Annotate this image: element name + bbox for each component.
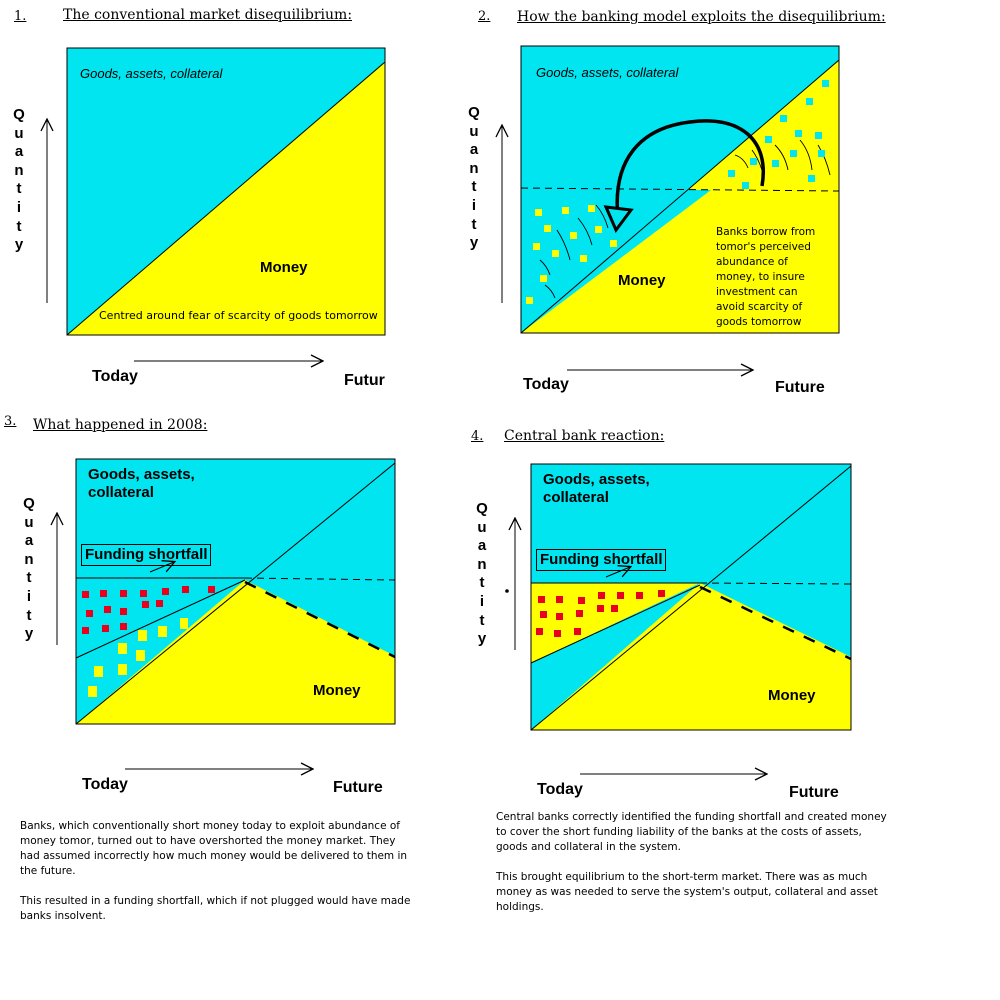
panel-2-cyan-square-12 <box>808 175 815 182</box>
panel-3-money-label: Money <box>313 682 361 699</box>
panel-2-yellow-square-4 <box>544 225 551 232</box>
panel-4-number: 4. <box>471 429 484 444</box>
panel-4-cyan-square-7 <box>570 670 579 681</box>
panel-4-red-square-6 <box>636 592 643 599</box>
panel-2-yellow-square-8 <box>533 243 540 250</box>
panel-2-cyan-square-3 <box>780 115 787 122</box>
panel-2-cyan-square-11 <box>728 170 735 177</box>
panel-2-yellow-square-5 <box>570 232 577 239</box>
panel-2-cyan-square-13 <box>742 182 749 189</box>
panel-2-yellow-square-12 <box>540 275 547 282</box>
panel-2-cyan-square-7 <box>790 150 797 157</box>
panel-2-yellow-square-2 <box>562 207 569 214</box>
panel-4-red-square-2 <box>556 596 563 603</box>
panel-2-cyan-square-2 <box>806 98 813 105</box>
panel-4-red-square-13 <box>536 628 543 635</box>
panel-4-red-square-15 <box>574 628 581 635</box>
panel-4-red-square-4 <box>598 592 605 599</box>
panel-1-number: 1. <box>14 9 27 24</box>
panel-2-number: 2. <box>478 9 491 24</box>
panel-3-yellow-square-3 <box>180 618 188 629</box>
panel-3-red-square-14 <box>102 625 109 632</box>
panel-2-title: How the banking model exploits the disequilibrium: <box>517 9 886 25</box>
panel-4-red-square-9 <box>556 613 563 620</box>
panel-1-caption: Centred around fear of scarcity of goods tomorrow <box>99 309 378 322</box>
panel-4-x-right-label: Future <box>789 784 839 801</box>
panel-2-yellow-square-3 <box>588 205 595 212</box>
panel-1-money-label: Money <box>260 259 308 276</box>
panel-2-goods-label: Goods, assets, collateral <box>536 65 679 80</box>
panel-3-x-right-label: Future <box>333 779 383 796</box>
panel-3-paragraph-1: Banks, which conventionally short money today to exploit abundance of money tomor, turned out to have overshorted the money market. They had assumed incorrectly how much money would be delivered to them in the future. <box>20 820 408 877</box>
panel-3-red-square-11 <box>142 601 149 608</box>
panel-1-goods-label: Goods, assets, collateral <box>80 66 223 81</box>
panel-3-yellow-square-6 <box>94 666 103 677</box>
panel-2-yellow-square-1 <box>535 209 542 216</box>
panel-4-y-axis-label: Q u a n t i t y <box>476 500 488 648</box>
panel-3-y-axis-label: Q u a n t i t y <box>23 495 35 643</box>
panel-2-cyan-square-6 <box>765 136 772 143</box>
panel-2-cyan-square-5 <box>815 132 822 139</box>
panel-3-red-square-6 <box>182 586 189 593</box>
panel-4-stray-dot <box>505 589 509 593</box>
panel-4-x-left-label: Today <box>537 781 583 798</box>
panel-4-cyan-square-6 <box>548 670 557 681</box>
panel-2-cyan-square-4 <box>795 130 802 137</box>
panel-4-paragraph-2: This brought equilibrium to the short-term market. There was as much money as was needed to serve the system's output, collateral and asset holdings. <box>496 871 878 913</box>
panel-2-cyan-square-10 <box>772 160 779 167</box>
panel-3-red-square-8 <box>86 610 93 617</box>
panel-2-x-right-label: Future <box>775 379 825 396</box>
panel-4-paragraph-1: Central banks correctly identified the funding shortfall and created money to cover the short funding liability of the banks at the costs of assets, goods and collateral in the system. <box>496 811 887 853</box>
panel-3-yellow-square-4 <box>118 643 127 654</box>
panel-3-red-square-3 <box>120 590 127 597</box>
panel-3-number: 3. <box>4 414 17 429</box>
panel-1-x-left-label: Today <box>92 368 138 385</box>
panel-3-red-square-1 <box>82 591 89 598</box>
panel-2-yellow-square-7 <box>610 240 617 247</box>
panel-4-red-square-10 <box>576 610 583 617</box>
panel-3-goods-label: Goods, assets, collateral <box>88 466 195 501</box>
panel-4-cyan-square-3 <box>636 618 645 629</box>
panel-2-yellow-square-9 <box>552 250 559 257</box>
panel-4-title: Central bank reaction: <box>504 428 665 444</box>
panel-4-funding-shortfall-label: Funding shortfall <box>536 549 666 571</box>
panel-4-cyan-square-8 <box>541 688 550 699</box>
panel-3-red-square-10 <box>120 608 127 615</box>
panel-4-red-square-12 <box>611 605 618 612</box>
panel-3-funding-shortfall-label: Funding shortfall <box>81 544 211 566</box>
panel-3-yellow-square-1 <box>138 630 147 641</box>
panel-2-x-left-label: Today <box>523 376 569 393</box>
panel-4-red-square-3 <box>578 597 585 604</box>
panel-2-cyan-square-9 <box>750 158 757 165</box>
panel-4-red-square-14 <box>554 630 561 637</box>
panel-3-red-square-7 <box>208 586 215 593</box>
panel-4-cyan-square-5 <box>592 656 601 667</box>
panel-3-red-square-13 <box>82 627 89 634</box>
panel-1-x-right-label: Futur <box>344 372 385 389</box>
panel-3-yellow-square-2 <box>158 626 167 637</box>
panel-3-red-square-2 <box>100 590 107 597</box>
panel-4-red-square-7 <box>658 590 665 597</box>
panel-2-note: Banks borrow from tomor's perceived abundance of money, to insure investment can avoid scarcity of goods tomorrow <box>716 226 816 328</box>
panel-2-yellow-square-11 <box>526 297 533 304</box>
panel-2-cyan-square-1 <box>822 80 829 87</box>
panel-2-money-label: Money <box>618 272 666 289</box>
panel-2-cyan-square-8 <box>818 150 825 157</box>
panel-4-red-square-8 <box>540 611 547 618</box>
panel-2-yellow-square-6 <box>595 226 602 233</box>
panel-4-money-label: Money <box>768 687 816 704</box>
panel-3-yellow-square-7 <box>118 664 127 675</box>
panel-4-red-square-1 <box>538 596 545 603</box>
panel-3-x-left-label: Today <box>82 776 128 793</box>
panel-2-y-axis-label: Q u a n t i t y <box>468 104 480 252</box>
panel-3-chart <box>57 459 395 769</box>
panel-4-cyan-square-2 <box>614 630 623 641</box>
panel-2-yellow-square-10 <box>580 255 587 262</box>
panel-3-red-square-9 <box>104 606 111 613</box>
panel-4-goods-label: Goods, assets, collateral <box>543 471 650 506</box>
panel-3-yellow-square-8 <box>88 686 97 697</box>
panel-3-yellow-square-5 <box>136 650 145 661</box>
panel-3-title: What happened in 2008: <box>33 417 208 433</box>
panel-4-cyan-square-1 <box>594 634 603 645</box>
panel-4-chart <box>505 464 851 774</box>
panel-1-y-axis-label: Q u a n t i t y <box>13 106 25 254</box>
panel-4-cyan-square-4 <box>576 648 585 659</box>
panel-3-paragraph-2: This resulted in a funding shortfall, which if not plugged would have made banks insolvent. <box>20 895 411 922</box>
panel-3-red-square-5 <box>162 588 169 595</box>
panel-3-red-square-4 <box>140 590 147 597</box>
panel-3-red-square-15 <box>120 623 127 630</box>
panel-3-red-square-12 <box>156 600 163 607</box>
panel-1-title: The conventional market disequilibrium: <box>63 7 353 23</box>
panel-4-red-square-5 <box>617 592 624 599</box>
panel-4-red-square-11 <box>597 605 604 612</box>
